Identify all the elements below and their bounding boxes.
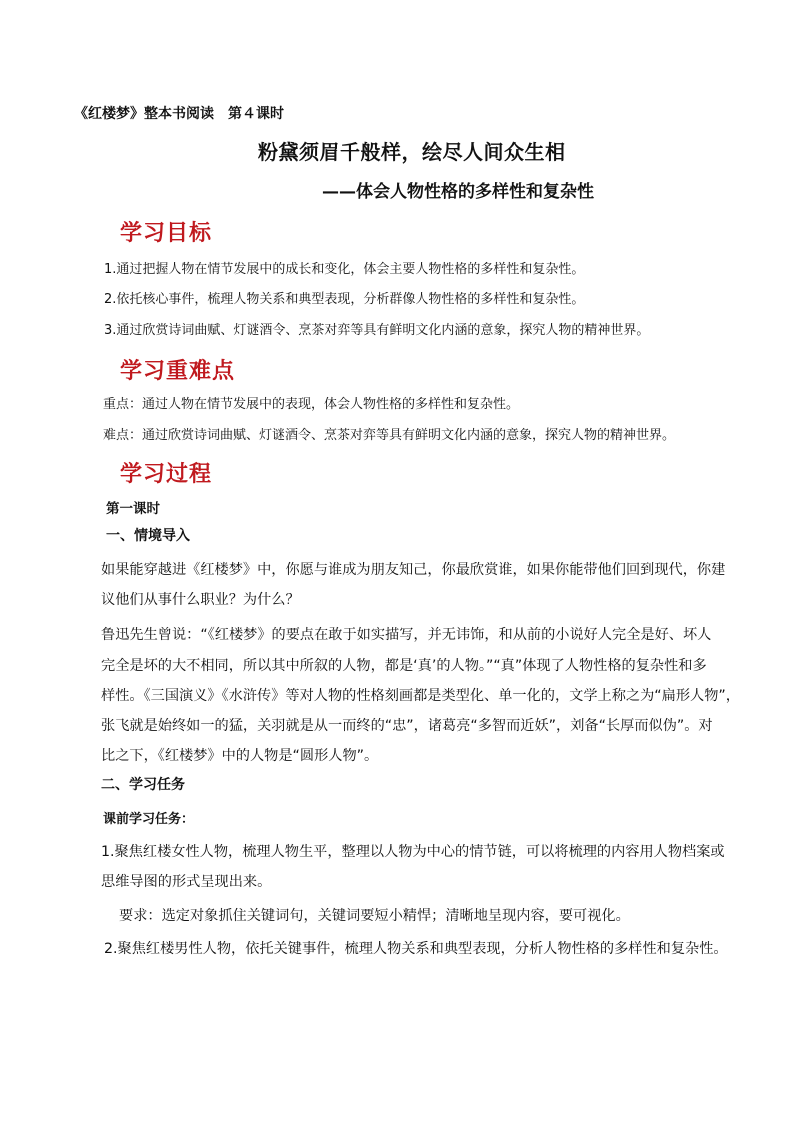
course-label: 《红楼梦》整本书阅读 第４课时 <box>74 106 284 122</box>
paragraph-line: 议他们从事什么职业？为什么？ <box>101 592 300 608</box>
section-title: 二、学习任务 <box>101 777 185 793</box>
task-line: 2.聚焦红楼男性人物，依托关键事件，梳理人物关系和典型表现，分析人物性格的多样性和复杂性。 <box>104 941 728 957</box>
focus-point: 重点：通过人物在情节发展中的表现，体会人物性格的多样性和复杂性。 <box>103 397 520 412</box>
difficulty-point: 难点：通过欣赏诗词曲赋、灯谜酒令、烹茶对弈等具有鲜明文化内涵的意象，探究人物的精神世界。 <box>103 428 676 443</box>
page-subtitle: ——体会人物性格的多样性和复杂性 <box>322 182 594 202</box>
process-heading: 学习过程 <box>120 462 213 487</box>
paragraph-line: 如果能穿越进《红楼梦》中，你愿与谁成为朋友知己，你最欣赏谁，如果你能带他们回到现代，你建 <box>101 562 726 578</box>
paragraph-line: 完全是坏的大不相同，所以其中所叙的人物，都是‘真’的人物。”“真”体现了人物性格的复杂性和多 <box>101 658 707 674</box>
task-line: 思维导图的形式呈现出来。 <box>101 874 272 890</box>
lesson-label: 第一课时 <box>106 501 160 517</box>
objective-item: 2.依托核心事件，梳理人物关系和典型表现，分析群像人物性格的多样性和复杂性。 <box>104 292 585 307</box>
paragraph-line: 比之下，《红楼梦》中的人物是“圆形人物”。 <box>101 748 379 764</box>
objectives-heading: 学习目标 <box>120 221 213 246</box>
paragraph-line: 鲁迅先生曾说：“《红楼梦》的要点在敢于如实描写，并无讳饰，和从前的小说好人完全是好、坏人 <box>101 627 712 643</box>
task-line: 1.聚焦红楼女性人物，梳理人物生平，整理以人物为中心的情节链，可以将梳理的内容用人物档案或 <box>101 844 725 860</box>
key-points-heading: 学习重难点 <box>120 359 236 384</box>
pre-task-label: 课前学习任务： <box>103 812 195 827</box>
section-title: 一、情境导入 <box>106 528 190 544</box>
paragraph-line: 张飞就是始终如一的猛，关羽就是从一而终的“忠”，诸葛亮“多智而近妖”，刘备“长厚而似伪”。对 <box>101 718 713 734</box>
objective-item: 3.通过欣赏诗词曲赋、灯谜酒令、烹茶对弈等具有鲜明文化内涵的意象，探究人物的精神世界。 <box>104 323 650 338</box>
requirement-line: 要求：选定对象抓住关键词句，关键词要短小精悍；清晰地呈现内容，要可视化。 <box>119 908 630 924</box>
objective-item: 1.通过把握人物在情节发展中的成长和变化，体会主要人物性格的多样性和复杂性。 <box>104 262 585 277</box>
paragraph-line: 样性。《三国演义》《水浒传》等对人物的性格刻画都是类型化、单一化的，文学上称之为“扁形人物”， <box>101 688 740 704</box>
page-title: 粉黛须眉千般样，绘尽人间众生相 <box>258 140 566 164</box>
